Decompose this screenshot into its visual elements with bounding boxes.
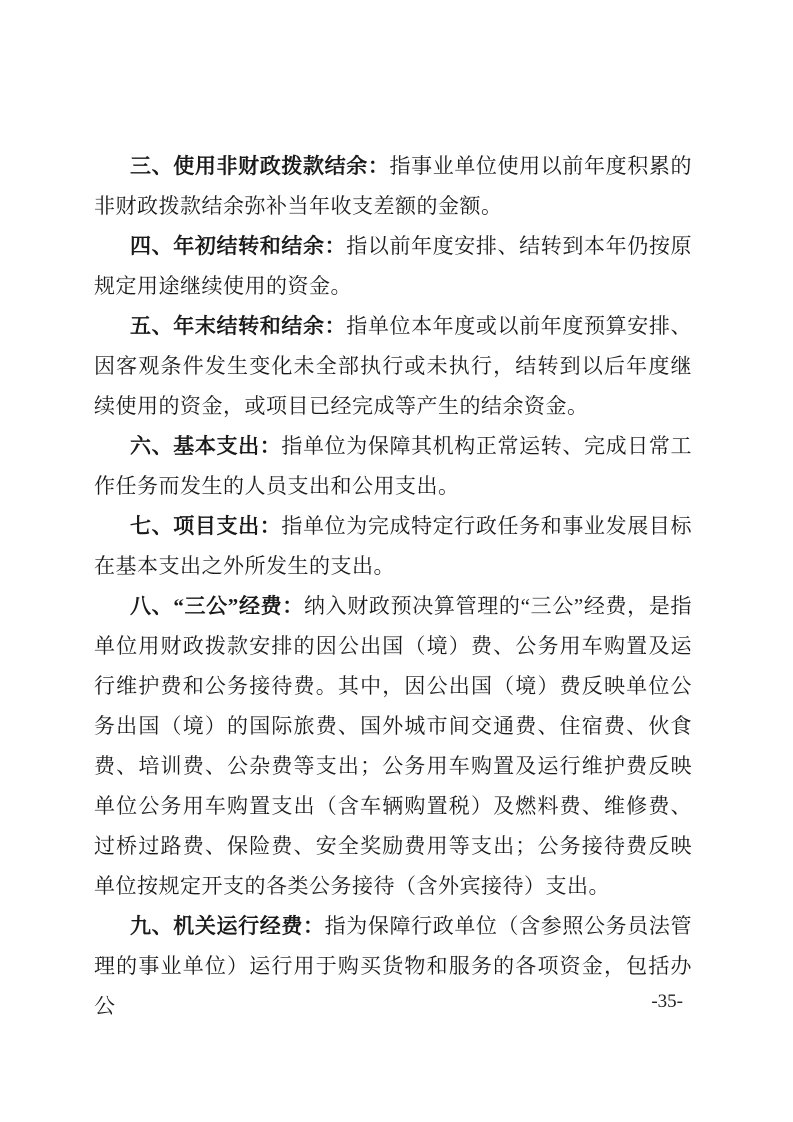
document-body: [94, 146, 692, 1026]
definition-paragraph: [94, 506, 692, 586]
term-definition: 指单位本年度或以前年度预算安排、因客观条件发生变化未全部执行或未执行，结转到以后年度继续使用的资金，或项目已经完成等产生的结余资金。: [94, 314, 693, 418]
term-definition: 指以前年度安排、结转到本年仍按原规定用途继续使用的资金。: [94, 234, 693, 298]
term-label: 七、项目支出：: [130, 514, 282, 538]
term-definition: 指事业单位使用以前年度积累的非财政拨款结余弥补当年收支差额的金额。: [94, 154, 693, 218]
term-label: 八、“三公”经费：: [130, 594, 304, 618]
term-label: 五、年末结转和结余：: [130, 314, 347, 338]
term-label: 三、使用非财政拨款结余：: [130, 154, 390, 178]
term-definition: 指为保障行政单位（含参照公务员法管理的事业单位）运行用于购买货物和服务的各项资金，包括办公: [94, 914, 693, 1018]
definition-paragraph: [94, 306, 692, 426]
term-definition: 纳入财政预决算管理的“三公”经费，是指单位用财政拨款安排的因公出国（境）费、公务用车购置及运行维护费和公务接待费。其中，因公出国（境）费反映单位公务出国（境）的国际旅费、国外城市间交通费、住宿费、伙食费、培训费、公杂费等支出；公务用车购置及运行维护费反映单位公务用车购置支出（含车辆购置税）及燃料费、维修费、过桥过路费、保险费、安全奖励费用等支出；公务接待费反映单位按规定开支的各类公务接待（含外宾接待）支出。: [94, 594, 692, 898]
definition-paragraph: [94, 426, 692, 506]
definition-paragraph: [94, 906, 692, 1026]
term-definition: 指单位为保障其机构正常运转、完成日常工作任务而发生的人员支出和公用支出。: [94, 434, 693, 498]
definition-paragraph: [94, 226, 692, 306]
term-definition: 指单位为完成特定行政任务和事业发展目标在基本支出之外所发生的支出。: [94, 514, 693, 578]
term-label: 六、基本支出：: [130, 434, 282, 458]
page-number: -35-: [651, 991, 683, 1012]
term-label: 九、机关运行经费：: [130, 914, 325, 938]
definition-paragraph: [94, 586, 692, 906]
definition-paragraph: [94, 146, 692, 226]
term-label: 四、年初结转和结余：: [130, 234, 347, 258]
